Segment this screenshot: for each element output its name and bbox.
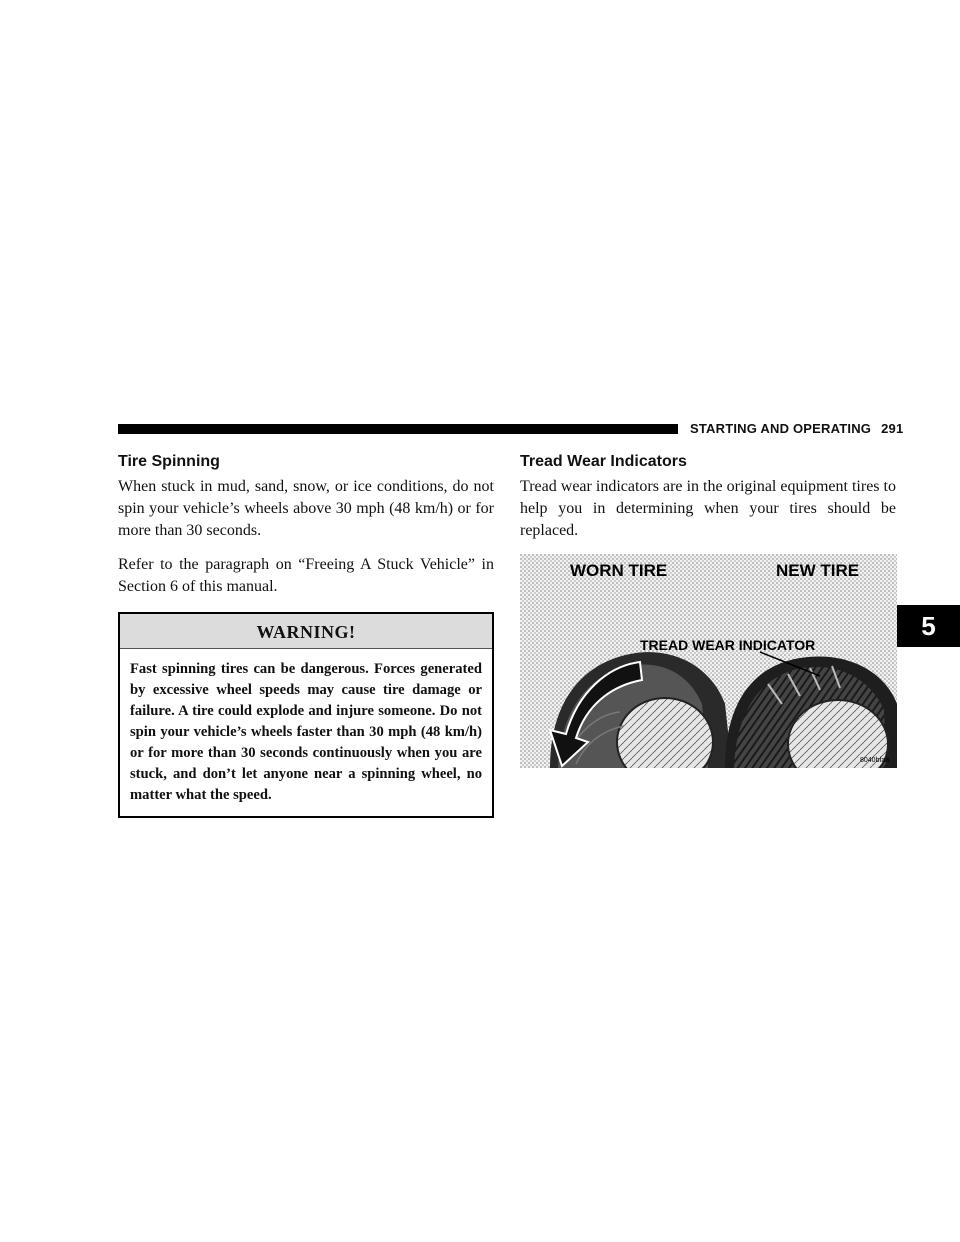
warning-title: WARNING! bbox=[120, 614, 492, 649]
warning-box bbox=[118, 612, 494, 818]
worn-tire-label: WORN TIRE bbox=[570, 561, 668, 580]
section-tab: 5 bbox=[897, 605, 960, 647]
running-header bbox=[690, 421, 903, 436]
tire-spinning-heading: Tire Spinning bbox=[118, 453, 220, 470]
tire-spinning-paragraph-2: Refer to the paragraph on “Freeing A Stuck Vehicle” in Section 6 of this manual. bbox=[118, 556, 494, 595]
header-rule bbox=[118, 424, 678, 434]
page-number: 291 bbox=[881, 421, 904, 436]
tire-spinning-paragraph-1: When stuck in mud, sand, snow, or ice conditions, do not spin your vehicle’s wheels above 30 mph (48 km/h) or for more than 30 seconds. bbox=[118, 478, 494, 539]
header-title: STARTING AND OPERATING bbox=[690, 421, 872, 436]
tread-wear-figure bbox=[520, 554, 897, 768]
tread-wear-paragraph: Tread wear indicators are in the original equipment tires to help you in determining when your tires should be replaced. bbox=[520, 478, 896, 539]
tread-wear-heading: Tread Wear Indicators bbox=[520, 453, 687, 470]
right-column bbox=[520, 452, 896, 768]
tire-illustration bbox=[520, 554, 897, 768]
figure-code: 8040bfaa bbox=[860, 757, 890, 764]
tread-wear-indicator-label: TREAD WEAR INDICATOR bbox=[640, 637, 816, 653]
warning-body: Fast spinning tires can be dangerous. Forces generated by excessive wheel speeds may cause tire damage or failure. A tire could explode and injure someone. Do not spin your vehicle’s wheels faster than 30 mph (48 km/h) or for more than 30 seconds continuously when you are stuck, and don’t let anyone near a spinning wheel, no matter what the speed. bbox=[130, 661, 482, 803]
left-column bbox=[118, 452, 494, 818]
new-tire-label: NEW TIRE bbox=[776, 561, 860, 580]
